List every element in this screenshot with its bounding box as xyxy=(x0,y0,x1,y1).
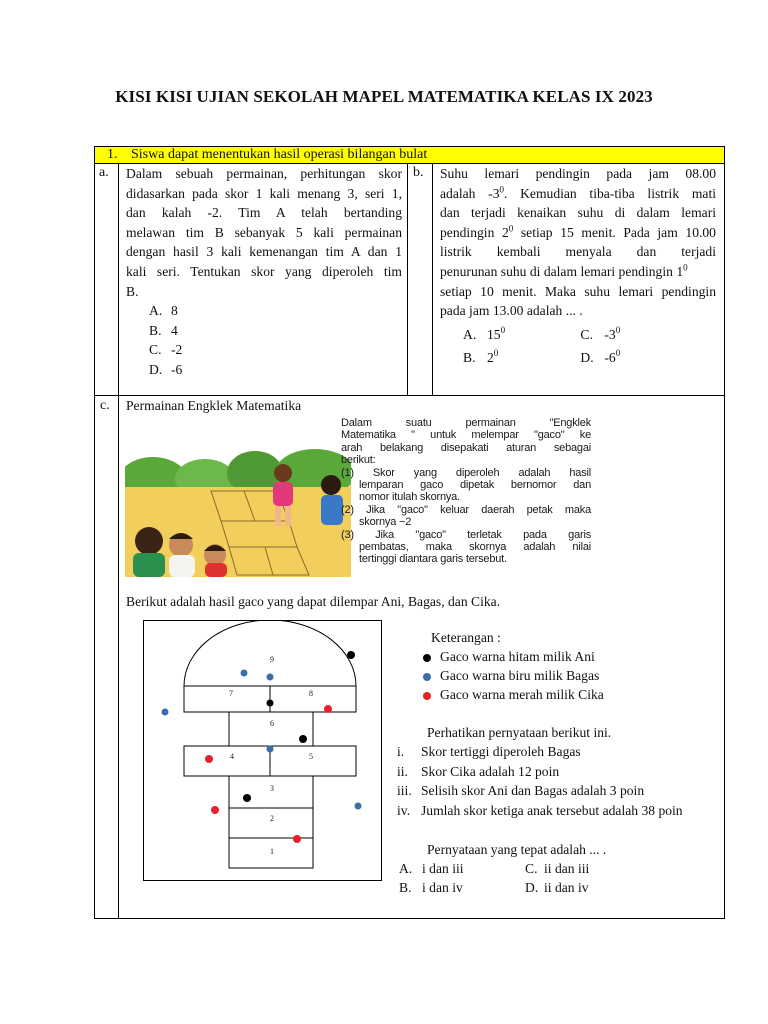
indicator-number: 1. xyxy=(107,147,118,162)
question-a-line: didasarkan pada skor 1 kali menang 3, seri 1, xyxy=(126,185,402,201)
page-title: KISI KISI UJIAN SEKOLAH MAPEL MATEMATIKA KELAS IX 2023 xyxy=(115,87,653,106)
question-b-line: dan terjadi kenaikan suhu di dalam lemari xyxy=(440,205,716,221)
option-row: B. $2^0$ D. $-6^0$ xyxy=(463,348,621,365)
statement-text: Skor Cika adalah 12 poin xyxy=(421,764,560,779)
children-playing-illustration xyxy=(125,443,351,577)
question-a-line: Dalam sebuah permainan, perhitungan skor xyxy=(126,166,402,181)
option: C. -2 xyxy=(149,342,183,358)
question-c-letter: c. xyxy=(100,398,110,413)
gaco-red xyxy=(211,806,219,814)
question-b-text xyxy=(440,164,716,321)
statement-num: iv. xyxy=(397,803,411,818)
question-b-line: adalah $-3^0$. Kemudian tiba-tiba listrik mati xyxy=(440,184,716,201)
legend-red-text: Gaco warna merah milik Cika xyxy=(440,687,604,702)
gaco-blue xyxy=(267,746,274,753)
hopscotch-diagram xyxy=(143,620,383,882)
gaco-black xyxy=(243,794,251,802)
question-b-options xyxy=(463,321,620,367)
question-b-line: pendingin $2^0$ setiap 15 menit. Pada jam 10.00 xyxy=(440,223,716,240)
option: D. -6 xyxy=(149,361,183,377)
option: B. i dan iv D. ii dan iv xyxy=(399,880,589,895)
gaco-red xyxy=(205,755,213,763)
column-divider xyxy=(118,164,119,919)
question-table xyxy=(94,146,725,919)
question-a-line: kali seri. Tentukan skor yang diperoleh tim xyxy=(126,263,402,279)
legend-blue-dot xyxy=(423,673,431,681)
rule-line: arah belakang disepakati aturan sebagai xyxy=(341,441,591,454)
gaco-black xyxy=(347,651,355,659)
rule-line: Dalam suatu permainan "Engklek xyxy=(341,417,591,429)
question-b-line: setiap 10 menit. Maka suhu lemari pendingin xyxy=(440,283,716,299)
square-number-2: 2 xyxy=(270,814,274,823)
question-b-line: Suhu lemari pendingin pada jam 08.00 xyxy=(440,166,716,181)
rule-line: lemparan gaco dipetak bernomor dan xyxy=(359,479,591,492)
square-number-4: 4 xyxy=(230,752,234,761)
question-a-line: dan kalah -2. Tim A telah bertanding xyxy=(126,205,402,221)
square-number-9: 9 xyxy=(270,655,274,664)
question-b-letter: b. xyxy=(413,165,424,180)
statement-num: iii. xyxy=(397,783,412,798)
square-number-7: 7 xyxy=(229,689,233,698)
rule-line: Matematika " untuk melempar "gaco" ke xyxy=(341,429,591,442)
legend-title: Keterangan : xyxy=(431,630,501,645)
question-a-line: dengan hasil 3 kali kemenangan tim A dan 1 xyxy=(126,244,402,260)
rule-line: (2) Jika "gaco" keluar daerah petak maka xyxy=(341,503,591,516)
question-a-options xyxy=(149,301,182,379)
rule-line: nomor itulah skornya. xyxy=(359,491,460,504)
statement-text: Jumlah skor ketiga anak tersebut adalah 38 poin xyxy=(421,803,683,818)
question-c-heading: Permainan Engklek Matematika xyxy=(126,398,302,413)
statement-num: ii. xyxy=(397,764,408,779)
gaco-black xyxy=(267,700,274,707)
legend-black-dot xyxy=(423,654,431,662)
rule-line: berikut: xyxy=(341,454,376,467)
rule-line: tertinggi diantara garis tersebut. xyxy=(359,553,507,566)
statement-text: Skor tertiggi diperoleh Bagas xyxy=(421,744,581,759)
gaco-blue xyxy=(355,803,362,810)
statements-title: Perhatikan pernyataan berikut ini. xyxy=(427,725,612,740)
legend-black-text: Gaco warna hitam milik Ani xyxy=(440,649,595,664)
intro-text: Berikut adalah hasil gaco yang dapat dilempar Ani, Bagas, dan Cika. xyxy=(126,594,501,609)
square-number-3: 3 xyxy=(270,784,274,793)
option: B. 4 xyxy=(149,322,178,338)
question-c-prompt: Pernyataan yang tepat adalah ... . xyxy=(427,842,607,857)
rule-line: (3) Jika "gaco" terletak pada garis xyxy=(341,528,591,541)
statement-num: i. xyxy=(397,744,405,759)
indicator-text: Siswa dapat menentukan hasil operasi bilangan bulat xyxy=(131,147,428,162)
gaco-red xyxy=(324,705,332,713)
square-number-1: 1 xyxy=(270,847,274,856)
rule-line: skornya −2 xyxy=(359,516,412,529)
column-divider xyxy=(407,164,408,395)
rule-line: pembatas, maka skornya adalah nilai xyxy=(359,541,591,554)
column-divider xyxy=(432,164,433,395)
statement-text: Selisih skor Ani dan Bagas adalah 3 poin xyxy=(421,783,645,798)
legend-red-dot xyxy=(423,692,431,700)
rule-line: (1) Skor yang diperoleh adalah hasil xyxy=(341,466,591,479)
question-a-line: melawan tim B sebanyak 5 kali permainan xyxy=(126,224,402,240)
question-a-letter: a. xyxy=(99,165,109,180)
square-number-6: 6 xyxy=(270,719,274,728)
square-number-8: 8 xyxy=(309,689,313,698)
game-rules xyxy=(341,417,591,566)
square-number-5: 5 xyxy=(309,752,313,761)
option: A. 8 xyxy=(149,303,178,318)
question-b-line: penurunan suhu di dalam lemari pendingin $1^0$ xyxy=(440,262,688,279)
gaco-red xyxy=(293,835,301,843)
gaco-black xyxy=(299,735,307,743)
question-a-line: B. xyxy=(126,283,139,299)
gaco-blue xyxy=(162,709,169,716)
question-a-text xyxy=(126,164,402,301)
legend-blue-text: Gaco warna biru milik Bagas xyxy=(440,668,600,683)
question-b-line: pada jam 13.00 adalah ... . xyxy=(440,303,583,319)
indicator-row xyxy=(95,147,724,164)
option-row: A. $15^0$ C. $-3^0$ xyxy=(463,325,621,342)
question-b-line: listrik kembali menyala dan terjadi xyxy=(440,244,716,260)
option: A. i dan iii C. ii dan iii xyxy=(399,861,590,876)
gaco-blue xyxy=(267,674,274,681)
gaco-blue xyxy=(241,670,248,677)
